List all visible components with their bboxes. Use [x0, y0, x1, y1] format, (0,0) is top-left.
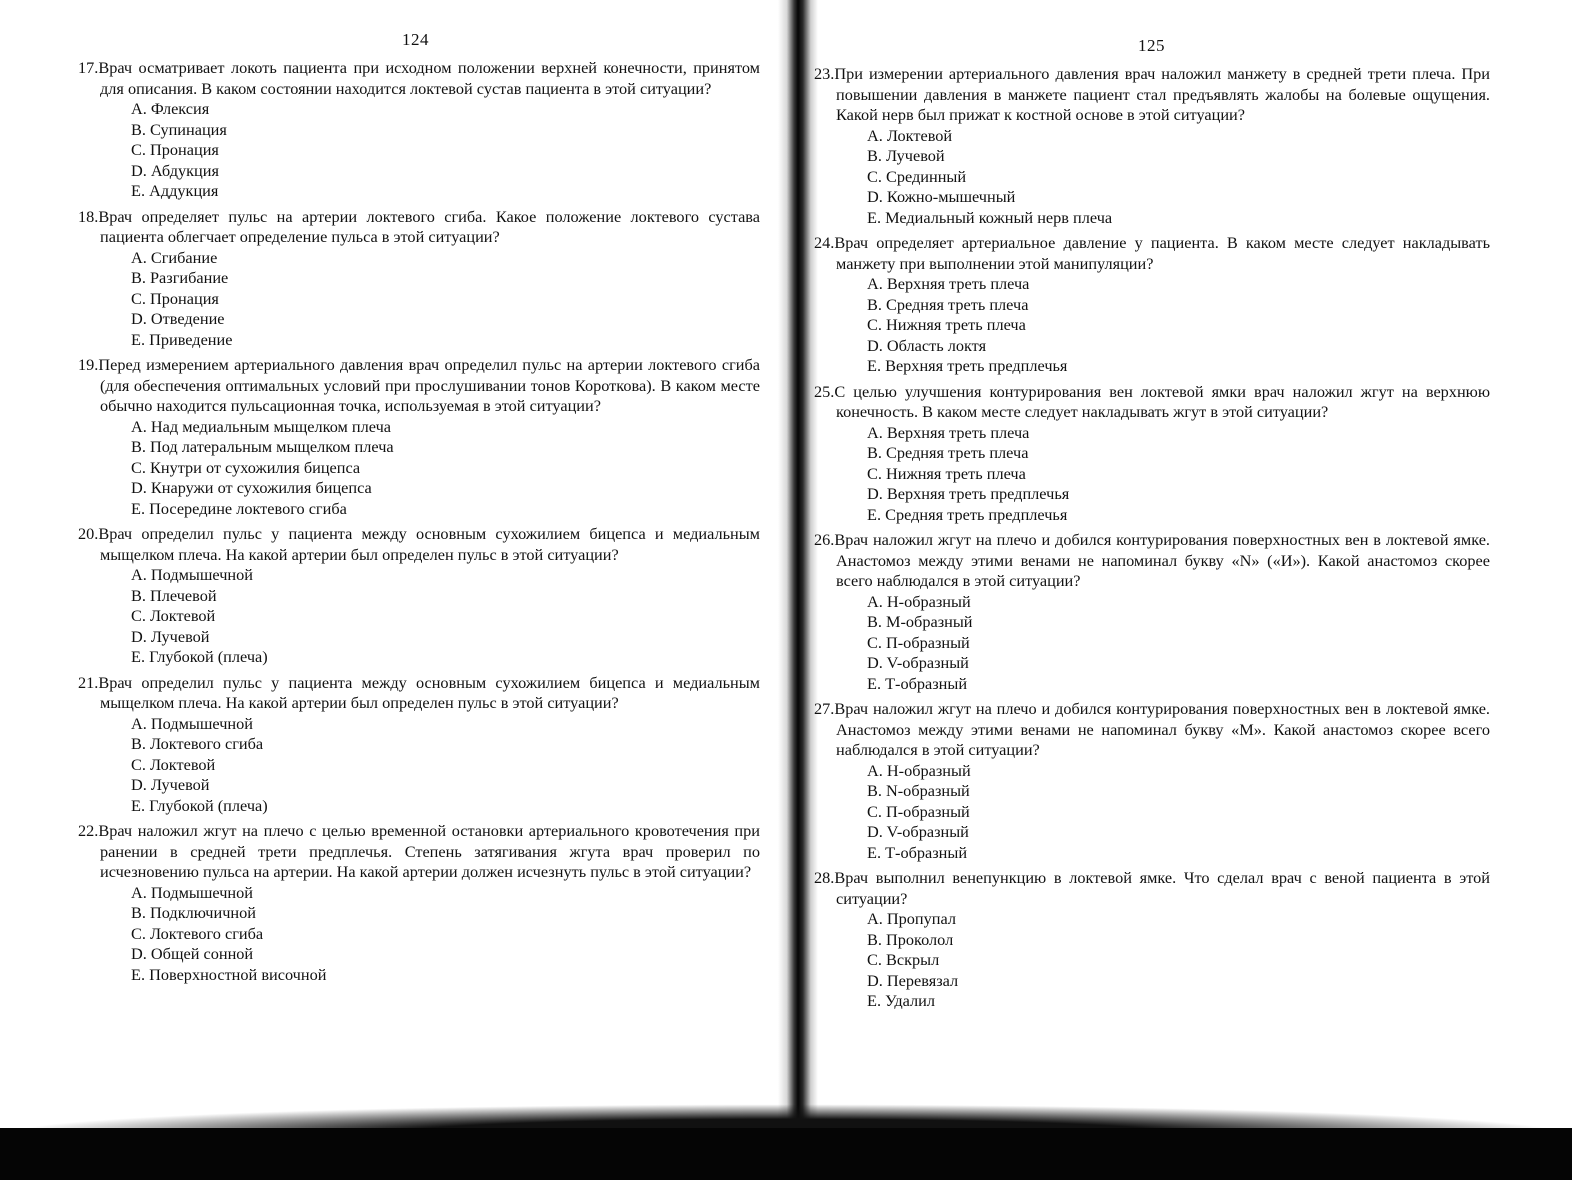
question-25	[814, 382, 1490, 526]
answer-option: Е. Медиальный кожный нерв плеча	[867, 207, 1113, 227]
question-body: Врач определил пульс у пациента между основным сухожилием бицепса и медиальным мыщелком плеча. На какой артерии был определен пульс в этой ситуации?	[98, 672, 760, 712]
answer-options	[78, 565, 760, 668]
question-text	[78, 58, 760, 99]
answer-option: D. V-образный	[867, 653, 969, 672]
question-text	[814, 699, 1490, 761]
question-body: Врач определил пульс у пациента между основным сухожилием бицепса и медиальным мыщелком плеча. На какой артерии был определен пульс в этой ситуации?	[98, 524, 760, 564]
question-27	[814, 699, 1490, 863]
answer-option: D. Кнаружи от сухожилия бицепса	[131, 478, 372, 497]
question-body: При измерении артериального давления врач наложил манжету в средней трети плеча. При повышении давления в манжете пациент стал предъявлять жалобы на болевые ощущения. Какой нерв был прижат к костной основе в этой ситуации?	[834, 64, 1490, 124]
question-number: 17.	[78, 58, 99, 77]
answer-option: С. П-образный	[867, 801, 970, 821]
answer-option: Е. Посередине локтевого сгиба	[131, 498, 347, 518]
answer-options	[814, 126, 1490, 229]
answer-option: В. Локтевого сгиба	[131, 734, 264, 753]
answer-option: Е. Глубокой (плеча)	[131, 647, 268, 666]
answer-option: В. Подключичной	[131, 903, 256, 922]
answer-option: Е. Средняя треть предплечья	[867, 504, 1068, 524]
answer-option: Е. Аддукция	[131, 181, 219, 200]
answer-option: Е. Глубокой (плеча)	[131, 795, 268, 815]
answer-option: А. Локтевой	[867, 125, 953, 145]
answer-option: А. Подмышечной	[131, 565, 253, 584]
question-24	[814, 233, 1490, 377]
question-18	[78, 207, 760, 351]
answer-option: С. Пронация	[131, 140, 219, 159]
answer-options	[78, 883, 760, 986]
question-number: 22.	[78, 821, 99, 840]
answer-option: В. Плечевой	[131, 585, 217, 605]
answer-options	[78, 417, 760, 520]
question-text	[78, 355, 760, 417]
answer-options	[78, 714, 760, 817]
right-page	[800, 0, 1572, 1128]
question-body: Врач наложил жгут на плечо с целью временной остановки артериального кровотечения при ранении в средней трети предплечья. Степень затягивания жгута врач проверил по исчезновению пульса на артерии. На какой артерии должен исчезнуть пульс в этой ситуации?	[98, 821, 760, 881]
answer-option: А. Н-образный	[867, 760, 971, 780]
question-body: Перед измерением артериального давления врач определил пульс на артерии локтевого сгиба (для обеспечения оптимальных условий при прослушивании тонов Короткова). В каком месте обычно находится пульсационная точка, используемая в этой ситуации?	[98, 355, 760, 415]
answer-options	[814, 423, 1490, 526]
answer-option: D. Кожно-мышечный	[867, 187, 1016, 206]
question-number: 21.	[78, 672, 99, 692]
question-body: С целью улучшения контурирования вен локтевой ямки врач наложил жгут на верхнюю конечность. В каком месте следует накладывать жгут в этой ситуации?	[834, 381, 1490, 421]
question-text	[78, 524, 760, 565]
answer-option: С. Нижняя треть плеча	[867, 315, 1026, 334]
question-21	[78, 673, 760, 817]
answer-options	[814, 909, 1490, 1012]
question-number: 24.	[814, 233, 835, 252]
question-text	[814, 64, 1490, 126]
answer-option: С. Пронация	[131, 288, 219, 308]
answer-option: С. Локтевого сгиба	[131, 923, 264, 943]
answer-option: В. Средняя треть плеча	[867, 443, 1029, 462]
answer-options	[814, 761, 1490, 864]
answer-option: С. Вскрыл	[867, 950, 940, 969]
question-number: 20.	[78, 524, 99, 543]
answer-option: D. Отведение	[131, 309, 225, 328]
question-text	[814, 868, 1490, 909]
question-text	[814, 233, 1490, 274]
left-page	[0, 0, 785, 1128]
answer-option: С. Кнутри от сухожилия бицепса	[131, 457, 361, 477]
answer-option: А. Подмышечной	[131, 882, 253, 902]
question-26	[814, 530, 1490, 694]
answer-option: D. Абдукция	[131, 160, 219, 180]
answer-option: А. Н-образный	[867, 591, 971, 611]
answer-option: С. П-образный	[867, 632, 970, 652]
question-number: 25.	[814, 381, 835, 401]
answer-option: В. N-образный	[867, 781, 970, 800]
answer-option: А. Сгибание	[131, 247, 218, 267]
answer-option: Е. Приведение	[131, 329, 233, 349]
answer-option: В. Супинация	[131, 119, 227, 139]
answer-option: В. Проколол	[867, 929, 954, 949]
answer-options	[814, 592, 1490, 695]
answer-option: А. Подмышечной	[131, 713, 253, 733]
question-number: 28.	[814, 868, 835, 887]
answer-option: Е. Верхняя треть предплечья	[867, 356, 1068, 375]
question-number: 27.	[814, 699, 835, 718]
question-text	[78, 673, 760, 714]
answer-option: А. Верхняя треть плеча	[867, 274, 1030, 293]
answer-option: В. М-образный	[867, 612, 973, 631]
question-number: 19.	[78, 355, 99, 374]
question-19	[78, 355, 760, 519]
answer-options	[78, 99, 760, 202]
question-17	[78, 58, 760, 202]
question-number: 18.	[78, 206, 99, 226]
question-20	[78, 524, 760, 668]
answer-option: В. Под латеральным мыщелком плеча	[131, 437, 394, 456]
question-list	[814, 64, 1490, 1017]
question-text	[78, 821, 760, 883]
question-number: 26.	[814, 530, 835, 549]
answer-option: С. Локтевой	[131, 606, 216, 625]
answer-option: В. Разгибание	[131, 268, 229, 287]
question-22	[78, 821, 760, 985]
answer-option: С. Срединный	[867, 166, 967, 186]
answer-option: Е. Удалил	[867, 991, 935, 1010]
answer-options	[78, 248, 760, 351]
answer-option: D. V-образный	[867, 822, 969, 841]
answer-option: Е. Поверхностной височной	[131, 964, 327, 984]
question-body: Врач осматривает локоть пациента при исходном положении верхней конечности, принятом для описания. В каком состоянии находится локтевой сустав пациента в этой ситуации?	[98, 58, 760, 98]
question-list	[78, 58, 760, 990]
answer-option: В. Лучевой	[867, 146, 945, 165]
answer-options	[814, 274, 1490, 377]
question-number: 23.	[814, 64, 835, 83]
question-body: Врач определяет артериальное давление у пациента. В каком месте следует накладывать манжету при выполнении этой манипуляции?	[834, 233, 1490, 273]
question-body: Врач определяет пульс на артерии локтевого сгиба. Какое положение локтевого сустава пациента облегчает определение пульса в этой ситуации?	[98, 206, 760, 246]
answer-option: А. Пропупал	[867, 909, 956, 928]
question-body: Врач наложил жгут на плечо и добился контурирования поверхностных вен в локтевой ямке. Анастомоз между этими венами не напоминал букву «N» («И»). Какой анастомоз скорее всего наблюдался в этой ситуации?	[834, 530, 1490, 590]
answer-option: С. Нижняя треть плеча	[867, 463, 1026, 483]
question-28	[814, 868, 1490, 1012]
answer-option: D. Лучевой	[131, 775, 210, 794]
answer-option: D. Верхняя треть предплечья	[867, 484, 1070, 503]
answer-option: D. Общей сонной	[131, 944, 254, 963]
question-text	[78, 207, 760, 248]
question-body: Врач выполнил венепункцию в локтевой ямке. Что сделал врач с веной пациента в этой ситуации?	[834, 868, 1490, 908]
question-text	[814, 530, 1490, 592]
answer-option: В. Средняя треть плеча	[867, 294, 1029, 314]
answer-option: Е. Т-образный	[867, 842, 968, 862]
scan-border	[0, 1128, 1572, 1180]
answer-option: А. Флексия	[131, 99, 210, 118]
page-number: 125	[1138, 36, 1165, 55]
answer-option: Е. Т-образный	[867, 673, 968, 693]
question-body: Врач наложил жгут на плечо и добился контурирования поверхностных вен в локтевой ямке. Анастомоз между этими венами не напоминал букву «М». Какой анастомоз скорее всего наблюдался в этой ситуации?	[834, 699, 1490, 759]
answer-option: А. Верхняя треть плеча	[867, 422, 1030, 442]
answer-option: А. Над медиальным мыщелком плеча	[131, 416, 391, 436]
question-text	[814, 382, 1490, 423]
answer-option: С. Локтевой	[131, 754, 216, 774]
answer-option: D. Лучевой	[131, 626, 210, 646]
answer-option: D. Перевязал	[867, 970, 959, 990]
page-number: 124	[402, 30, 429, 49]
question-23	[814, 64, 1490, 228]
answer-option: D. Область локтя	[867, 335, 987, 355]
